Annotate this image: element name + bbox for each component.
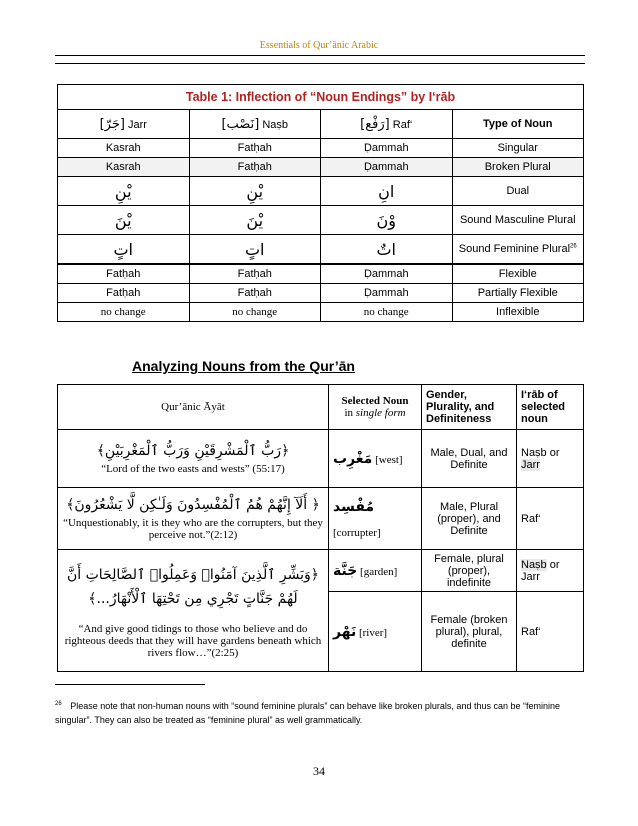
header-nasb: [نَصْب] Naṣb — [189, 110, 321, 139]
table-row: no change no change no change Inflexible — [58, 303, 584, 322]
header-ayat: Qur’ānic Āyāt — [58, 385, 329, 430]
inflection-table — [57, 84, 584, 322]
header-gender: Gender, Plurality, and Definiteness — [422, 385, 517, 430]
irab-cell: Raf‘ — [517, 592, 584, 672]
header-rule — [55, 55, 585, 56]
table-row — [58, 550, 584, 592]
table-header-row — [58, 385, 584, 430]
header-rule-2 — [55, 63, 585, 64]
gender-cell: Male, Dual, and Definite — [422, 430, 517, 488]
footnote-number: 26 — [55, 701, 62, 707]
table-row — [58, 488, 584, 550]
table-row: يْنَ يْنَ وْنَ Sound Masculine Plural — [58, 206, 584, 235]
footnote-text: Please note that non-human nouns with “sound feminine plurals” can behave like broken plurals, and thus can be “feminine singular”. They can also be treated as “feminine plural” as well grammatically. — [55, 701, 560, 725]
gender-cell: Male, Plural (proper), and Definite — [422, 488, 517, 550]
irab-cell: Raf‘ — [517, 488, 584, 550]
header-selected-noun: Selected Noun in single form — [329, 385, 422, 430]
irab-cell: Naṣb or Jarr — [517, 430, 584, 488]
table-row: Kasrah Fatḥah Ḍammah Singular — [58, 139, 584, 158]
page-number: 34 — [313, 764, 325, 778]
header-jarr: [جَرّ] Jarr — [58, 110, 190, 139]
table-row: Kasrah Fatḥah Ḍammah Broken Plural — [58, 158, 584, 177]
footnote — [55, 697, 585, 727]
table-row: اتٍ اتٍ اتٌ Sound Feminine Plural$^{26}$ — [58, 235, 584, 265]
table-row: Fatḥah Fatḥah Ḍammah Flexible — [58, 264, 584, 284]
running-header: Essentials of Qur’ānic Arabic — [259, 40, 379, 51]
table-row: يْنِ يْنِ انِ Dual — [58, 177, 584, 206]
table-row: Fatḥah Fatḥah Ḍammah Partially Flexible — [58, 284, 584, 303]
selected-noun: مُفْسِد [corrupter] — [329, 488, 422, 550]
header-raf: [رَفْع] Raf‘ — [321, 110, 453, 139]
ayah-cell: ﴿ أَلَآ إِنَّهُمْ هُمُ ٱلْمُفْسِدُونَ وَلَـٰكِن لَّا يَشْعُرُونَ﴾ “Unquestionably, it is they who are the corrupters, but they perceive not.”(2:12) — [58, 488, 329, 550]
analysis-table — [57, 384, 584, 672]
irab-cell: Naṣb or Jarr — [517, 550, 584, 592]
footnote-rule — [55, 684, 205, 685]
gender-cell: Female (broken plural), plural, definite — [422, 592, 517, 672]
table-header-row — [58, 110, 584, 139]
table-row — [58, 430, 584, 488]
header-irab: I‘rāb of selected noun — [517, 385, 584, 430]
selected-noun: نَهْر [river] — [329, 592, 422, 672]
selected-noun: مَغْرِب [west] — [329, 430, 422, 488]
table-title: Table 1: Inflection of “Noun Endings” by I‘rāb — [58, 85, 584, 110]
header-type: Type of Noun — [452, 110, 584, 139]
selected-noun: جَنَّة [garden] — [329, 550, 422, 592]
ayah-cell: ﴿رَبُّ ٱلْمَشْرِقَيْنِ وَرَبُّ ٱلْمَغْرِبَيْنِ﴾ “Lord of the two easts and wests” (55:17) — [58, 430, 329, 488]
ayah-cell: ﴿وَبَشِّرِ ٱلَّذِينَ آمَنُوا۟ وَعَمِلُوا۟ ٱلصَّالِحَاتِ أَنَّ لَهُمْ جَنَّاتٍ تَجْرِي مِن تَحْتِهَا ٱلْأَنْهَارُ...﴾ “And give good tidings to those who believe and do righteous deeds that they will have gardens beneath which rivers flow…”(2:25) — [58, 550, 329, 672]
gender-cell: Female, plural (proper), indefinite — [422, 550, 517, 592]
section-heading: Analyzing Nouns from the Qur’ān — [132, 358, 355, 374]
